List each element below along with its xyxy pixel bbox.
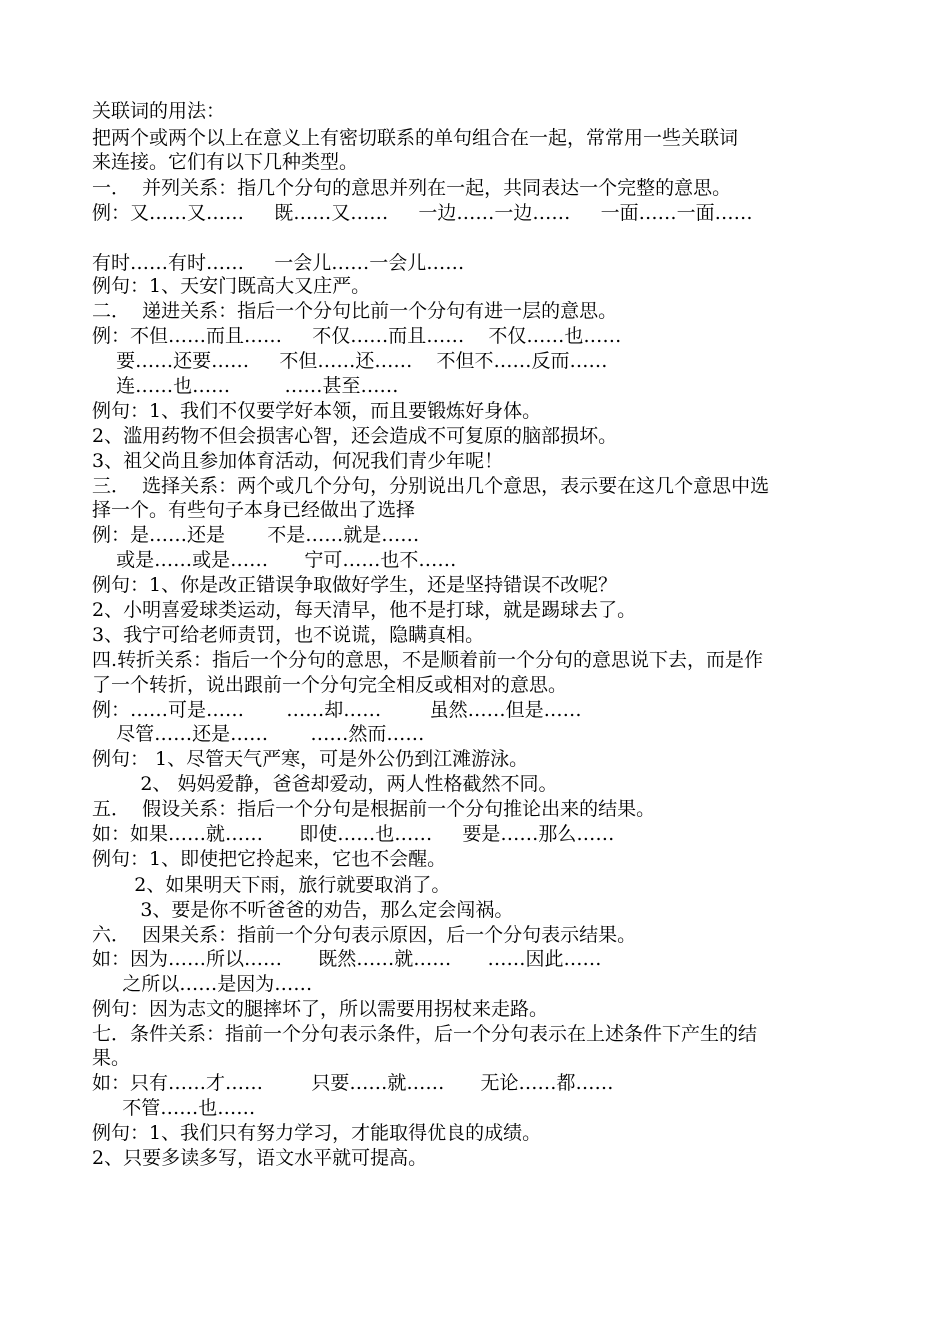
example-line: 如：只有……才…… 只要……就…… 无论……都……: [92, 1072, 614, 1094]
example-line: 要……还要…… 不但……还…… 不但不……反而……: [92, 350, 608, 372]
section-heading: 三． 选择关系：两个或几个分句，分别说出几个意思，表示要在这几个意思中选: [92, 475, 770, 497]
section-heading: 二． 递进关系：指后一个分句比前一个分句有进一层的意思。: [92, 300, 618, 322]
sentence-line: 例句：1、即使把它拎起来，它也不会醒。: [92, 848, 447, 870]
sentence-line: 2、如果明天下雨，旅行就要取消了。: [92, 874, 451, 896]
sentence-line: 例句：因为志文的腿摔坏了，所以需要用拐杖来走路。: [92, 998, 549, 1020]
example-line: 例：又……又…… 既……又…… 一边……一边…… 一面……一面……: [92, 202, 753, 224]
example-line: 或是……或是…… 宁可……也不……: [92, 549, 457, 571]
sentence-line: 2、 妈妈爱静，爸爸却爱动，两人性格截然不同。: [92, 773, 558, 795]
example-line: 之所以……是因为……: [92, 973, 313, 995]
section-heading: 一． 并列关系：指几个分句的意思并列在一起，共同表达一个完整的意思。: [92, 177, 732, 199]
section-heading: 七．条件关系：指前一个分句表示条件，后一个分句表示在上述条件下产生的结: [92, 1023, 758, 1045]
example-line: 尽管……还是…… ……然而……: [92, 723, 425, 745]
sentence-line: 例句：1、你是改正错误争取做好学生，还是坚持错误不改呢？: [92, 574, 618, 596]
example-line: 例：是……还是 不是……就是……: [92, 524, 420, 546]
intro-line: 把两个或两个以上在意义上有密切联系的单句组合在一起，常常用一些关联词: [92, 127, 739, 149]
sentence-line: 3、祖父尚且参加体育活动，何况我们青少年呢！: [92, 450, 504, 472]
sentence-line: 2、只要多读多写，语文水平就可提高。: [92, 1147, 428, 1169]
sentence-line: 例句：1、我们只有努力学习，才能取得优良的成绩。: [92, 1122, 542, 1144]
intro-line: 来连接。它们有以下几种类型。: [92, 151, 359, 173]
example-line: 如：如果……就…… 即使……也…… 要是……那么……: [92, 823, 615, 845]
example-line: 如：因为……所以…… 既然……就…… ……因此……: [92, 948, 602, 970]
example-line: 例：……可是…… ……却…… 虽然……但是……: [92, 699, 582, 721]
sentence-line: 2、滥用药物不但会损害心智，还会造成不可复原的脑部损坏。: [92, 425, 618, 447]
section-heading-cont: 果。: [92, 1047, 131, 1069]
section-heading: 五． 假设关系：指后一个分句是根据前一个分句推论出来的结果。: [92, 798, 656, 820]
example-line: 不管……也……: [92, 1097, 256, 1119]
section-heading-cont: 了一个转折，说出跟前一个分句完全相反或相对的意思。: [92, 674, 568, 696]
sentence-line: 例句：1、我们不仅要学好本领，而且要锻炼好身体。: [92, 400, 542, 422]
sentence-line: 例句： 1、尽管天气严寒，可是外公仍到江滩游泳。: [92, 748, 529, 770]
sentence-line: 3、要是你不听爸爸的劝告，那么定会闯祸。: [92, 899, 514, 921]
section-heading: 四.转折关系：指后一个分句的意思，不是顺着前一个分句的意思说下去，而是作: [92, 649, 764, 671]
example-line: 例：不但……而且…… 不仅……而且…… 不仅……也……: [92, 325, 622, 347]
sentence-line: 2、小明喜爱球类运动，每天清早，他不是打球，就是踢球去了。: [92, 599, 637, 621]
sentence-line: 例句：1、天安门既高大又庄严。: [92, 275, 371, 297]
section-heading-cont: 择一个。有些句子本身已经做出了选择: [92, 499, 416, 521]
doc-title: 关联词的用法：: [92, 100, 226, 122]
example-line: 连……也…… ……甚至……: [92, 375, 399, 397]
section-heading: 六． 因果关系：指前一个分句表示原因，后一个分句表示结果。: [92, 924, 637, 946]
sentence-line: 3、我宁可给老师责罚，也不说谎，隐瞒真相。: [92, 624, 485, 646]
example-line: 有时……有时…… 一会儿……一会儿……: [92, 252, 465, 274]
